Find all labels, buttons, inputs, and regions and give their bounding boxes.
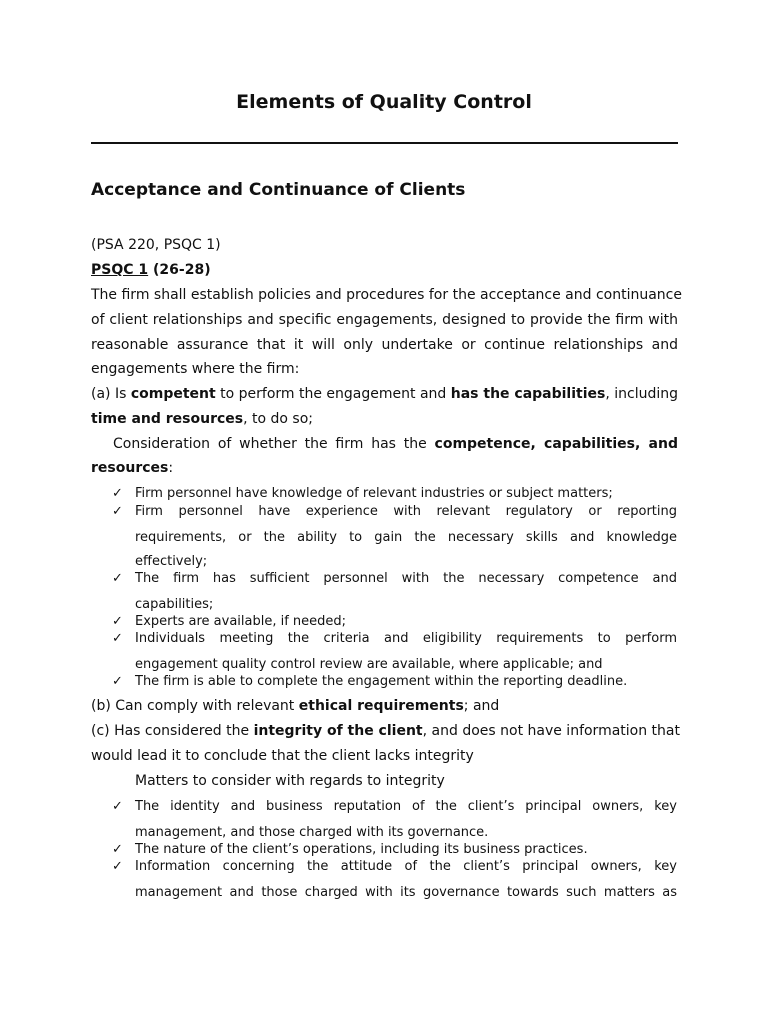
checklist-item: The nature of the client’s operations, including its business practices. (135, 842, 588, 857)
text-run: , to do so; (243, 411, 313, 427)
title-divider (91, 142, 678, 144)
reference-line: (PSA 220, PSQC 1) (91, 237, 221, 253)
criterion-c-line (91, 723, 678, 740)
checklist-item: Individuals meeting the criteria and eligibility requirements to perform (135, 631, 677, 646)
consideration-line (91, 460, 678, 477)
text-run: (a) Is (91, 386, 131, 402)
check-icon: ✓ (112, 486, 123, 501)
bold-term: ethical requirements (298, 698, 464, 714)
criterion-b-line (91, 698, 678, 715)
text-run: (b) Can comply with relevant (91, 698, 299, 714)
checklist-item: Information concerning the attitude of the client’s principal owners, key (135, 859, 677, 874)
intro-line: The firm shall establish policies and procedures for the acceptance and continuance (91, 287, 682, 303)
text-run: Consideration of whether the firm has the (113, 436, 435, 452)
consideration-line (113, 436, 678, 453)
text-run: to perform the engagement and (215, 386, 451, 402)
intro-line: of client relationships and specific engagements, designed to provide the firm with (91, 312, 678, 328)
check-icon: ✓ (112, 614, 123, 629)
section-heading: Acceptance and Continuance of Clients (91, 180, 466, 200)
criterion-a-line (91, 386, 678, 403)
psqc-line (91, 262, 678, 279)
checklist-item-cont: requirements, or the ability to gain the necessary skills and knowledge (135, 530, 677, 545)
check-icon: ✓ (112, 674, 123, 689)
criterion-a-line (91, 411, 678, 428)
bold-term: resources (91, 460, 169, 476)
check-icon: ✓ (112, 799, 123, 814)
text-run: , and does not have information that (422, 723, 680, 739)
checklist-item-cont: management, and those charged with its governance. (135, 825, 489, 840)
check-icon: ✓ (112, 859, 123, 874)
checklist-item-cont: engagement quality control review are available, where applicable; and (135, 657, 603, 672)
integrity-matters-label: Matters to consider with regards to integrity (135, 773, 445, 789)
checklist-item: The firm is able to complete the engagement within the reporting deadline. (135, 674, 628, 689)
bold-term: competence, capabilities, and (434, 436, 678, 452)
criterion-c-line: would lead it to conclude that the client lacks integrity (91, 748, 474, 764)
checklist-item: The firm has sufficient personnel with the necessary competence and (135, 571, 677, 586)
text-run: ; and (463, 698, 500, 714)
bold-term: competent (130, 386, 216, 402)
bold-term: has the capabilities (450, 386, 606, 402)
page-title: Elements of Quality Control (236, 91, 532, 113)
intro-line: reasonable assurance that it will only undertake or continue relationships and (91, 337, 678, 353)
checklist-item: Firm personnel have experience with relevant regulatory or reporting (135, 504, 677, 519)
text-run: (c) Has considered the (91, 723, 254, 739)
checklist-item: Firm personnel have knowledge of relevant industries or subject matters; (135, 486, 613, 501)
text-run: : (168, 460, 174, 476)
psqc-paragraphs: (26-28) (148, 262, 211, 278)
check-icon: ✓ (112, 842, 123, 857)
checklist-item: Experts are available, if needed; (135, 614, 347, 629)
check-icon: ✓ (112, 504, 123, 519)
bold-term: integrity of the client (253, 723, 423, 739)
checklist-item: The identity and business reputation of the client’s principal owners, key (135, 799, 677, 814)
bold-term: time and resources (91, 411, 244, 427)
checklist-item-cont: capabilities; (135, 597, 214, 612)
check-icon: ✓ (112, 631, 123, 646)
checklist-item-cont: effectively; (135, 554, 208, 569)
checklist-item-cont: management and those charged with its governance towards such matters as (135, 885, 677, 900)
text-run: , including (605, 386, 679, 402)
check-icon: ✓ (112, 571, 123, 586)
psqc-label: PSQC 1 (91, 262, 149, 278)
intro-line: engagements where the firm: (91, 361, 300, 377)
